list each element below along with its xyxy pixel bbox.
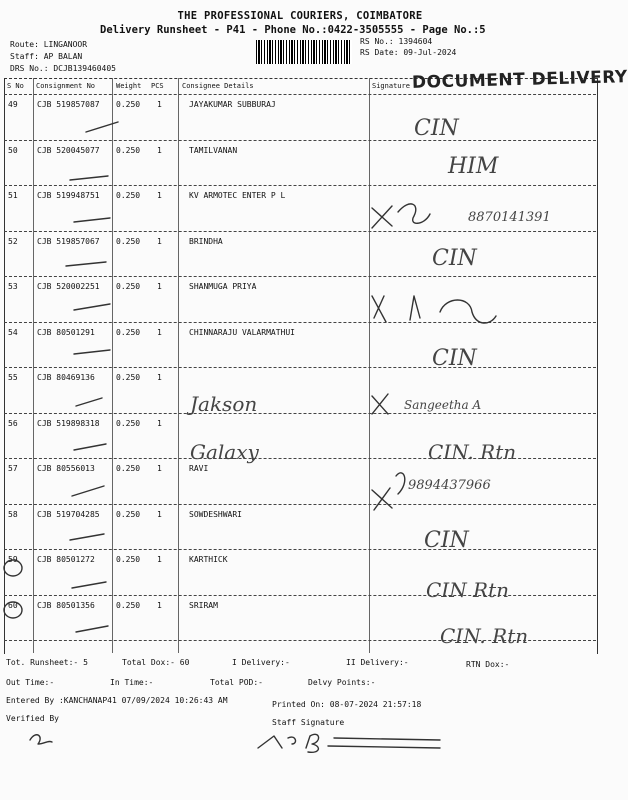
- tick-mark-icon: [74, 218, 110, 222]
- circle-mark-icon: [4, 560, 22, 576]
- row-weight: 0.250: [116, 191, 141, 200]
- route-label: Route: LINGANOOR: [10, 40, 88, 49]
- total-pod: Total POD:-: [210, 678, 263, 687]
- row-weight: 0.250: [116, 373, 141, 382]
- row-weight: 0.250: [116, 464, 141, 473]
- tick-mark-icon: [72, 486, 104, 496]
- row-pcs: 1: [157, 282, 162, 291]
- total-runsheet: Tot. Runsheet:- 5: [6, 658, 88, 667]
- printed-on: Printed On: 08-07-2024 21:57:18: [272, 700, 422, 709]
- row-weight: 0.250: [116, 509, 141, 519]
- rtn-dox: RTN Dox:-: [466, 660, 510, 669]
- in-time: In Time:-: [110, 678, 154, 687]
- drs-number: DRS No.: DCJB139460405: [10, 64, 116, 73]
- row-consignment-no: CJB 519898318: [37, 418, 100, 428]
- row-pcs: 1: [157, 509, 162, 519]
- row-pcs: 1: [157, 555, 162, 564]
- signature-scribble-icon: [410, 296, 496, 323]
- cross-mark-icon: [372, 296, 386, 322]
- row-consignment-no: CJB 519948751: [37, 191, 100, 200]
- rs-number: RS No.: 1394604: [360, 37, 433, 46]
- handwritten-note: CIN: [432, 346, 477, 371]
- staff-signature-icon: [258, 734, 440, 752]
- circle-mark-icon: [4, 602, 22, 618]
- row-sno: 53: [8, 282, 18, 291]
- row-consignee: BRINDHA: [189, 236, 223, 246]
- handwritten-note: HIM: [448, 154, 499, 179]
- handwritten-consignee: Galaxy: [190, 440, 259, 464]
- row-consignment-no: CJB 519857067: [37, 236, 100, 246]
- col-signature: Signature: [372, 82, 410, 90]
- signature-scribble-icon: [398, 204, 430, 223]
- row-sno: 58: [8, 509, 18, 519]
- row-consignment-no: CJB 519857087: [37, 100, 100, 109]
- tick-mark-icon: [74, 444, 106, 450]
- row-sno: 50: [8, 145, 18, 155]
- col-weight: Weight: [116, 82, 142, 90]
- row-sno: 52: [8, 236, 18, 246]
- tick-mark-icon: [70, 176, 108, 180]
- row-consignee: KARTHICK: [189, 555, 228, 564]
- col-consignment: Consignment No: [36, 82, 96, 90]
- row-sno: 54: [8, 327, 18, 337]
- cross-mark-icon: [372, 206, 392, 228]
- handwritten-note: CIN: [424, 528, 469, 553]
- row-weight: 0.250: [116, 418, 141, 428]
- row-weight: 0.250: [116, 100, 141, 109]
- row-sno: 60: [8, 600, 18, 610]
- row-sno: 57: [8, 464, 18, 473]
- tick-mark-icon: [66, 262, 106, 266]
- delvy-points: Delvy Points:-: [308, 678, 376, 687]
- rs-date: RS Date: 09-Jul-2024: [360, 48, 457, 57]
- row-sno: 56: [8, 418, 18, 428]
- out-time: Out Time:-: [6, 678, 55, 687]
- tick-mark-icon: [70, 534, 104, 540]
- row-consignment-no: CJB 519704285: [37, 509, 100, 519]
- row-weight: 0.250: [116, 282, 141, 291]
- row-consignee: JAYAKUMAR SUBBURAJ: [189, 100, 276, 109]
- verifier-initials-icon: [30, 735, 52, 744]
- row-consignment-no: CJB 80469136: [37, 373, 95, 382]
- row-pcs: 1: [157, 327, 162, 337]
- handwritten-note: CIN Rtn: [426, 578, 510, 602]
- col-pcs: PCS: [151, 82, 164, 90]
- row-pcs: 1: [157, 600, 162, 610]
- handwritten-note: CIN: [432, 246, 477, 271]
- total-dox: Total Dox:- 60: [122, 658, 190, 667]
- row-weight: 0.250: [116, 555, 141, 564]
- document-delivery-stamp: DOCUMENT DELIVERY: [411, 67, 628, 93]
- tick-mark-icon: [72, 582, 106, 588]
- row-consignee: KV ARMOTEC ENTER P L: [189, 191, 286, 200]
- row-weight: 0.250: [116, 236, 141, 246]
- row-weight: 0.250: [116, 600, 141, 610]
- cross-mark-icon: [372, 394, 388, 414]
- handwritten-note: CIN. Rtn: [428, 440, 517, 464]
- handwritten-phone: 9894437966: [408, 478, 491, 493]
- row-sno: 59: [8, 555, 18, 564]
- row-consignee: SRIRAM: [189, 600, 218, 610]
- row-consignee: SOWDESHWARI: [189, 509, 242, 519]
- row-pcs: 1: [157, 418, 162, 428]
- document-subtitle: Delivery Runsheet - P41 - Phone No.:0422-3505555 - Page No.:5: [100, 24, 486, 36]
- row-pcs: 1: [157, 191, 162, 200]
- row-pcs: 1: [157, 373, 162, 382]
- tick-mark-icon: [74, 304, 110, 310]
- row-sno: 55: [8, 373, 18, 382]
- ii-delivery: II Delivery:-: [346, 658, 409, 667]
- row-consignee: RAVI: [189, 464, 209, 473]
- handwritten-phone: 8870141391: [468, 210, 551, 225]
- row-pcs: 1: [157, 100, 162, 109]
- verified-by: Verified By: [6, 714, 59, 723]
- staff-label: Staff: AP BALAN: [10, 52, 83, 61]
- signature-scribble-icon: [372, 473, 405, 510]
- handwritten-signature: Sangeetha A: [404, 398, 482, 412]
- staff-signature-label: Staff Signature: [272, 718, 345, 727]
- row-consignee: SHANMUGA PRIYA: [189, 282, 257, 291]
- row-consignment-no: CJB 80501291: [37, 327, 95, 337]
- handwritten-note: CIN. Rtn: [440, 624, 529, 648]
- col-consignee: Consignee Details: [182, 82, 254, 90]
- row-consignment-no: CJB 520002251: [37, 282, 100, 291]
- row-consignee: TAMILVANAN: [189, 145, 238, 155]
- row-weight: 0.250: [116, 145, 141, 155]
- row-sno: 49: [8, 100, 18, 109]
- handwritten-consignee: Jakson: [190, 392, 258, 416]
- tick-mark-icon: [76, 398, 102, 406]
- row-pcs: 1: [157, 464, 162, 473]
- row-pcs: 1: [157, 145, 162, 155]
- row-consignee: CHINNARAJU VALARMATHUI: [189, 327, 295, 337]
- row-sno: 51: [8, 191, 18, 200]
- row-consignment-no: CJB 520045077: [37, 145, 100, 155]
- handwritten-note: CIN: [414, 116, 459, 141]
- tick-mark-icon: [86, 122, 118, 132]
- entered-by: Entered By :KANCHANAP41 07/09/2024 10:26:43 AM: [6, 696, 228, 705]
- col-sno: S No: [7, 82, 24, 90]
- tick-mark-icon: [76, 626, 108, 632]
- document-title: THE PROFESSIONAL COURIERS, COIMBATORE: [177, 10, 423, 22]
- row-weight: 0.250: [116, 327, 141, 337]
- row-consignment-no: CJB 80501356: [37, 600, 95, 610]
- row-pcs: 1: [157, 236, 162, 246]
- row-consignment-no: CJB 80556013: [37, 464, 95, 473]
- tick-mark-icon: [74, 350, 110, 354]
- row-consignment-no: CJB 80501272: [37, 555, 95, 564]
- i-delivery: I Delivery:-: [232, 658, 290, 667]
